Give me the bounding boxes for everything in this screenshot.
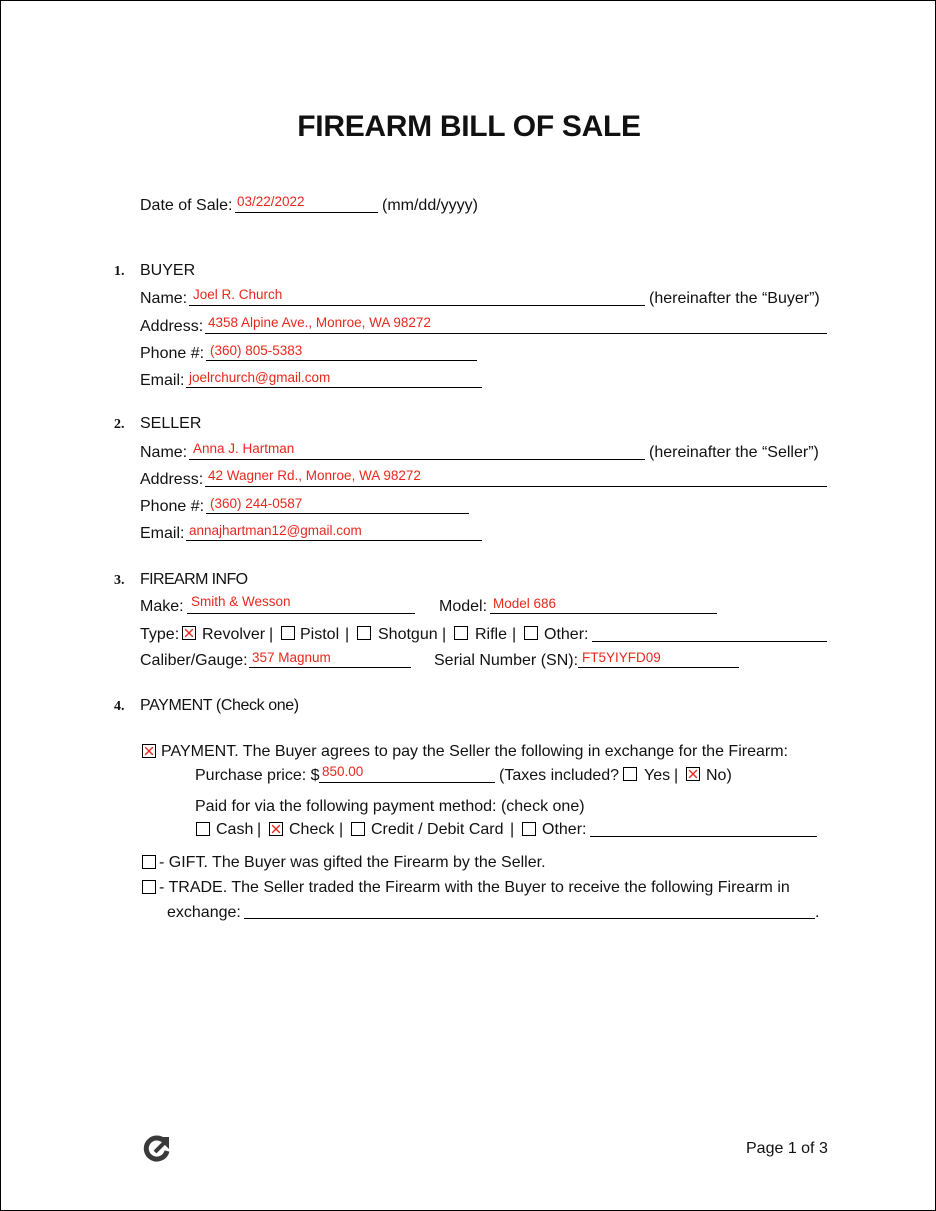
page-number: Page 1 of 3 xyxy=(746,1140,828,1157)
seller-hereinafter: (hereinafter the “Seller”) xyxy=(649,444,819,461)
section-number-buyer: 1. xyxy=(114,264,125,279)
date-of-sale-label: Date of Sale: xyxy=(140,197,233,214)
buyer-email-field[interactable] xyxy=(186,387,482,388)
caliber-label: Caliber/Gauge: xyxy=(140,652,248,669)
method-other-checkbox[interactable] xyxy=(522,822,536,836)
separator: | xyxy=(345,626,350,643)
purchase-price-label: Purchase price: $ xyxy=(195,767,320,784)
separator: | xyxy=(339,821,344,838)
buyer-email-value: joelrchurch@gmail.com xyxy=(189,370,331,385)
section-heading-seller: SELLER xyxy=(140,415,202,432)
buyer-phone-value: (360) 805-5383 xyxy=(210,343,303,358)
gift-option-text: - GIFT. The Buyer was gifted the Firearm by the Seller. xyxy=(159,854,546,871)
gift-option-checkbox[interactable] xyxy=(142,855,156,869)
trade-option-checkbox[interactable] xyxy=(142,880,156,894)
purchase-price-field[interactable] xyxy=(319,782,495,783)
section-heading-payment: PAYMENT (Check one) xyxy=(140,697,299,714)
type-shotgun-label: Shotgun xyxy=(378,626,438,643)
type-other-field[interactable] xyxy=(592,641,827,642)
type-revolver-checkbox[interactable] xyxy=(182,626,196,640)
seller-email-field[interactable] xyxy=(186,540,482,541)
serial-field[interactable] xyxy=(578,667,739,668)
type-label: Type: xyxy=(140,626,180,643)
section-heading-buyer: BUYER xyxy=(140,262,196,279)
make-label: Make: xyxy=(140,598,184,615)
date-format-hint: (mm/dd/yyyy) xyxy=(382,197,478,214)
method-card-label: Credit / Debit Card xyxy=(371,821,504,838)
purchase-price-value: 850.00 xyxy=(322,764,364,779)
type-shotgun-checkbox[interactable] xyxy=(357,626,371,640)
taxes-yes-checkbox[interactable] xyxy=(623,767,637,781)
method-cash-checkbox[interactable] xyxy=(196,822,210,836)
seller-name-value: Anna J. Hartman xyxy=(193,441,295,456)
separator: | xyxy=(257,821,262,838)
method-card-checkbox[interactable] xyxy=(351,822,365,836)
type-revolver-label: Revolver xyxy=(202,626,266,643)
separator: | xyxy=(510,821,515,838)
method-check-checkbox[interactable] xyxy=(269,822,283,836)
trade-option-text: - TRADE. The Seller traded the Firearm with the Buyer to receive the following Firearm in xyxy=(159,879,790,896)
model-value: Model 686 xyxy=(493,596,557,611)
seller-email-value: annajhartman12@gmail.com xyxy=(189,523,362,538)
buyer-phone-label: Phone #: xyxy=(140,345,205,362)
trade-exchange-field[interactable] xyxy=(244,918,815,919)
trade-exchange-period: . xyxy=(815,904,820,921)
buyer-phone-field[interactable] xyxy=(206,360,477,361)
document-title: FIREARM BILL OF SALE xyxy=(297,110,641,143)
method-cash-label: Cash xyxy=(216,821,254,838)
buyer-email-label: Email: xyxy=(140,372,185,389)
model-label: Model: xyxy=(439,598,488,615)
taxes-no-checkbox[interactable] xyxy=(686,767,700,781)
section-number-seller: 2. xyxy=(114,417,125,432)
method-check-label: Check xyxy=(289,821,335,838)
section-heading-firearm: FIREARM INFO xyxy=(140,571,248,588)
model-field[interactable] xyxy=(490,613,717,614)
buyer-name-field[interactable] xyxy=(189,305,645,306)
buyer-address-label: Address: xyxy=(140,318,204,335)
separator: | xyxy=(442,626,447,643)
date-of-sale-value: 03/22/2022 xyxy=(237,194,305,209)
separator: | xyxy=(269,626,274,643)
type-other-label: Other: xyxy=(544,626,589,643)
caliber-field[interactable] xyxy=(249,667,411,668)
date-of-sale-field[interactable] xyxy=(235,212,378,213)
section-number-firearm: 3. xyxy=(114,573,125,588)
payment-option-checkbox[interactable] xyxy=(142,744,156,758)
caliber-value: 357 Magnum xyxy=(252,650,331,665)
type-other-checkbox[interactable] xyxy=(524,626,538,640)
buyer-address-field[interactable] xyxy=(205,333,827,334)
type-rifle-label: Rifle xyxy=(475,626,508,643)
seller-name-label: Name: xyxy=(140,444,188,461)
seller-email-label: Email: xyxy=(140,525,185,542)
separator: | xyxy=(674,767,679,784)
seller-phone-field[interactable] xyxy=(206,513,469,514)
seller-phone-label: Phone #: xyxy=(140,498,205,515)
type-pistol-label: Pistol xyxy=(300,626,340,643)
buyer-name-value: Joel R. Church xyxy=(193,287,283,302)
separator: | xyxy=(512,626,517,643)
seller-address-label: Address: xyxy=(140,471,204,488)
method-other-label: Other: xyxy=(542,821,587,838)
taxes-no-label: No) xyxy=(706,767,732,784)
seller-phone-value: (360) 244-0587 xyxy=(210,496,303,511)
make-value: Smith & Wesson xyxy=(191,594,291,609)
arrow-refresh-logo-icon xyxy=(143,1134,171,1164)
trade-exchange-label: exchange: xyxy=(167,904,241,921)
seller-name-field[interactable] xyxy=(189,459,645,460)
payment-method-label: Paid for via the following payment method: (check one) xyxy=(195,798,585,815)
taxes-yes-label: Yes xyxy=(644,767,671,784)
method-other-field[interactable] xyxy=(590,836,817,837)
buyer-name-label: Name: xyxy=(140,290,188,307)
type-pistol-checkbox[interactable] xyxy=(281,626,295,640)
serial-value: FT5YIYFD09 xyxy=(582,650,661,665)
buyer-hereinafter: (hereinafter the “Buyer”) xyxy=(649,290,820,307)
type-rifle-checkbox[interactable] xyxy=(454,626,468,640)
seller-address-field[interactable] xyxy=(205,486,827,487)
make-field[interactable] xyxy=(187,613,415,614)
buyer-address-value: 4358 Alpine Ave., Monroe, WA 98272 xyxy=(208,315,431,330)
seller-address-value: 42 Wagner Rd., Monroe, WA 98272 xyxy=(208,468,421,483)
payment-option-text: PAYMENT. The Buyer agrees to pay the Seller the following in exchange for the Firearm: xyxy=(161,743,788,760)
section-number-payment: 4. xyxy=(114,699,125,714)
serial-label: Serial Number (SN): xyxy=(434,652,579,669)
taxes-included-label: (Taxes included? xyxy=(499,767,620,784)
